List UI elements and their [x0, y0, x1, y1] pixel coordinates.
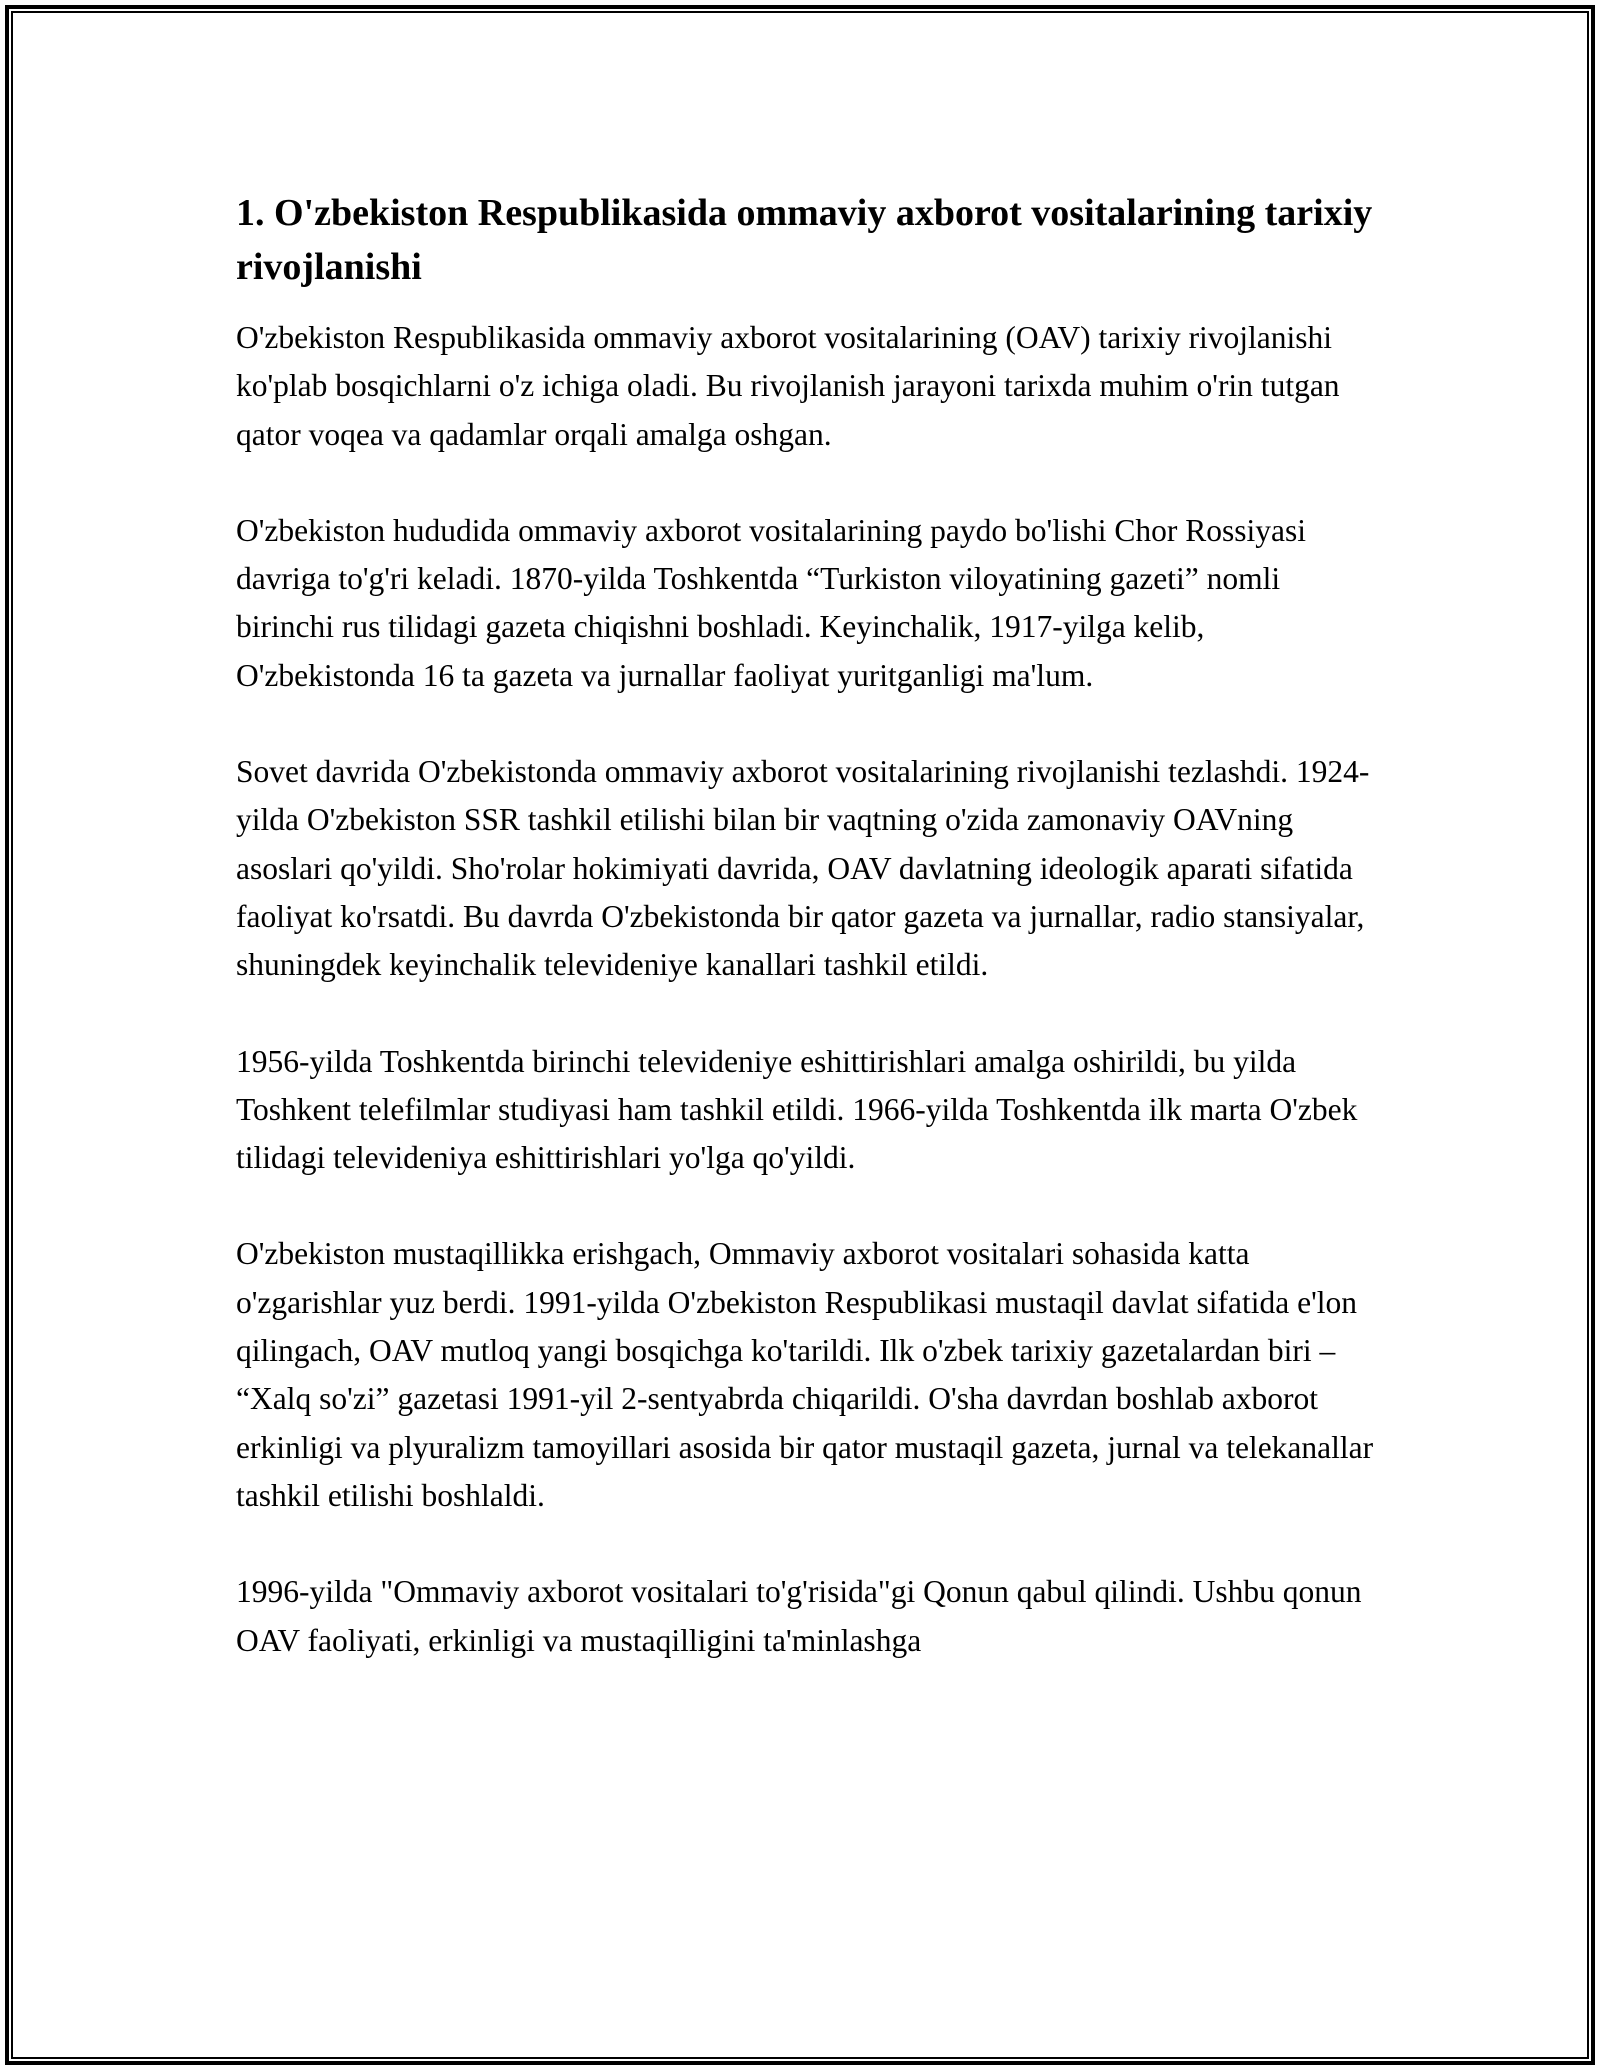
paragraph-intro: O'zbekiston Respublikasida ommaviy axborot vositalarining (OAV) tarixiy rivojlanishi ko'plab bosqichlarni o'z ichiga oladi. Bu rivojlanish jarayoni tarixda muhim o'rin tutgan qator voqea va qadamlar orqali amalga oshgan. — [236, 320, 1340, 452]
paragraph-media-law: 1996-yilda "Ommaviy axborot vositalari to'g'risida"gi Qonun qabul qilindi. Ushbu qonun OAV faoliyati, erkinligi va mustaqilligini ta'minlashga — [236, 1574, 1362, 1658]
paragraph-television: 1956-yilda Toshkentda birinchi televideniye eshittirishlari amalga oshirildi, bu yilda Toshkent telefilmlar studiyasi ham tashkil etildi. 1966-yilda Toshkentda ilk marta O'zbek tilidagi televideniya eshittirishlari yo'lga qo'yildi. — [236, 1043, 1358, 1176]
paragraph-independence: O'zbekiston mustaqillikka erishgach, Ommaviy axborot vositalari sohasida katta o'zgarishlar yuz berdi. 1991-yilda O'zbekiston Respublikasi mustaqil davlat sifatida e'lon qilingach, OAV mutloq yangi bosqichga ko'tarildi. Ilk o'zbek tarixiy gazetalardan biri – “Xalq so'zi” gazetasi 1991-yil 2-sentyabrda chiqarildi. O'sha davrdan boshlab axborot erkinligi va plyuralizm tamoyillari asosida bir qator mustaqil gazeta, jurnal va telekanallar tashkil etilishi boshlaldi. — [236, 1236, 1374, 1513]
paragraph-tsarist-era: O'zbekiston hududida ommaviy axborot vositalarining paydo bo'lishi Chor Rossiyasi davriga to'g'ri keladi. 1870-yilda Toshkentda “Turkiston viloyatining gazeti” nomli birinchi rus tilidagi gazeta chiqishni boshladi. Keyinchalik, 1917-yilga kelib, O'zbekistonda 16 ta gazeta va jurnallar faoliyat yuritganligi ma'lum. — [236, 512, 1307, 693]
section-heading: 1. O'zbekiston Respublikasida ommaviy axborot vositalarining tarixiy rivojlanishi — [236, 192, 1373, 288]
paragraph-soviet-era: Sovet davrida O'zbekistonda ommaviy axborot vositalarining rivojlanishi tezlashdi. 1924-yilda O'zbekiston SSR tashkil etilishi bilan bir vaqtning o'zida zamonaviy OAVning asoslari qo'yildi. Sho'rolar hokimiyati davrida, OAV davlatning ideologik aparati sifatida faoliyat ko'rsatdi. Bu davrda O'zbekistonda bir qator gazeta va jurnallar, radio stansiyalar, shuningdek keyinchalik televideniye kanallari tashkil etildi. — [236, 754, 1370, 983]
document-body — [236, 186, 1376, 1713]
